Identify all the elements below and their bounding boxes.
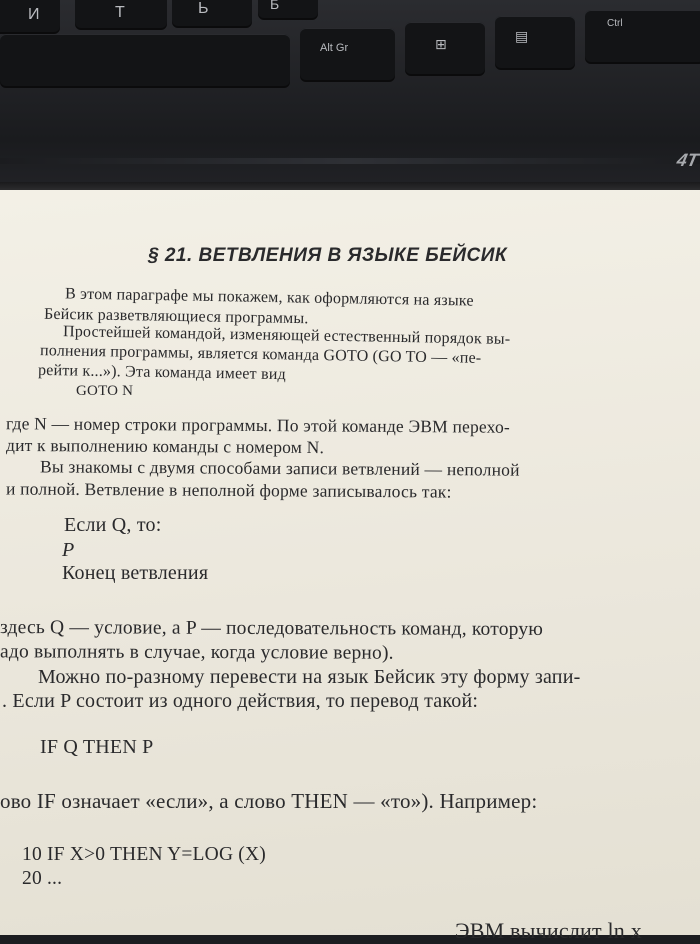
- pseudocode-line: Конец ветвления: [62, 562, 209, 584]
- brand-logo: 4T: [674, 150, 700, 170]
- key-windows: [405, 22, 485, 74]
- text-line: рейти к...»). Эта команда имеет вид: [37, 361, 287, 384]
- key-alt-gr: [300, 28, 395, 80]
- text-line: дит к выполнению команды с номером N.: [5, 434, 325, 458]
- menu-icon: ▤: [515, 28, 529, 44]
- code-line: GOTO N: [76, 383, 134, 399]
- key-label: Ctrl: [607, 18, 623, 29]
- text-line: Бейсик разветвляющиеся программы.: [43, 305, 309, 328]
- key-b: [258, 0, 318, 18]
- text-line: и полной. Ветвление в неполной форме записывалось так:: [5, 478, 452, 502]
- text-line: здесь Q — условие, а P — последовательность команд, которую: [0, 617, 544, 640]
- key-label: Т: [115, 4, 125, 21]
- key-label: Alt Gr: [320, 42, 349, 54]
- text-line: где N — номер строки программы. По этой команде ЭВМ перехо-: [5, 413, 511, 437]
- pseudocode-line: Если Q, то:: [64, 514, 162, 536]
- key-t: [75, 0, 167, 28]
- keyboard: [0, 0, 700, 200]
- key-menu: [495, 16, 575, 68]
- key-i: [0, 0, 60, 32]
- book-page: [0, 190, 700, 943]
- text-line: Простейшей командой, изменяющей естественный порядок вы-: [62, 323, 511, 348]
- key-space: [0, 34, 290, 86]
- text-line: Можно по-разному перевести на язык Бейсик эту форму запи-: [38, 666, 581, 688]
- text-line: ово IF означает «если», а слово THEN — «то»). Например:: [0, 789, 538, 813]
- key-soft-sign: [172, 0, 252, 26]
- key-label: Ь: [198, 0, 209, 17]
- text-line: В этом параграфе мы покажем, как оформляются на языке: [64, 285, 474, 310]
- key-label: И: [28, 6, 40, 23]
- text-line: адо выполнять в случае, когда условие верно).: [0, 641, 394, 664]
- text-line: полнения программы, является команда GOTO (GO TO — «пе-: [39, 342, 482, 367]
- pseudocode-line: P: [62, 539, 75, 561]
- code-line: 10 IF X>0 THEN Y=LOG (X): [22, 844, 266, 865]
- text-line: ЭВМ вычислит ln x: [455, 918, 642, 943]
- section-heading: § 21. ВЕТВЛЕНИЯ В ЯЗЫКЕ БЕЙСИК: [148, 245, 508, 266]
- code-line: 20 ...: [22, 868, 63, 889]
- key-label: Б: [270, 0, 280, 12]
- key-ctrl: [585, 10, 700, 62]
- keyboard-edge: [0, 158, 700, 164]
- windows-icon: ⊞: [435, 36, 447, 52]
- text-line: . Если P состоит из одного действия, то перевод такой:: [2, 690, 479, 712]
- code-line: IF Q THEN P: [40, 736, 154, 758]
- text-line: Вы знакомы с двумя способами записи ветвлений — неполной: [39, 456, 520, 480]
